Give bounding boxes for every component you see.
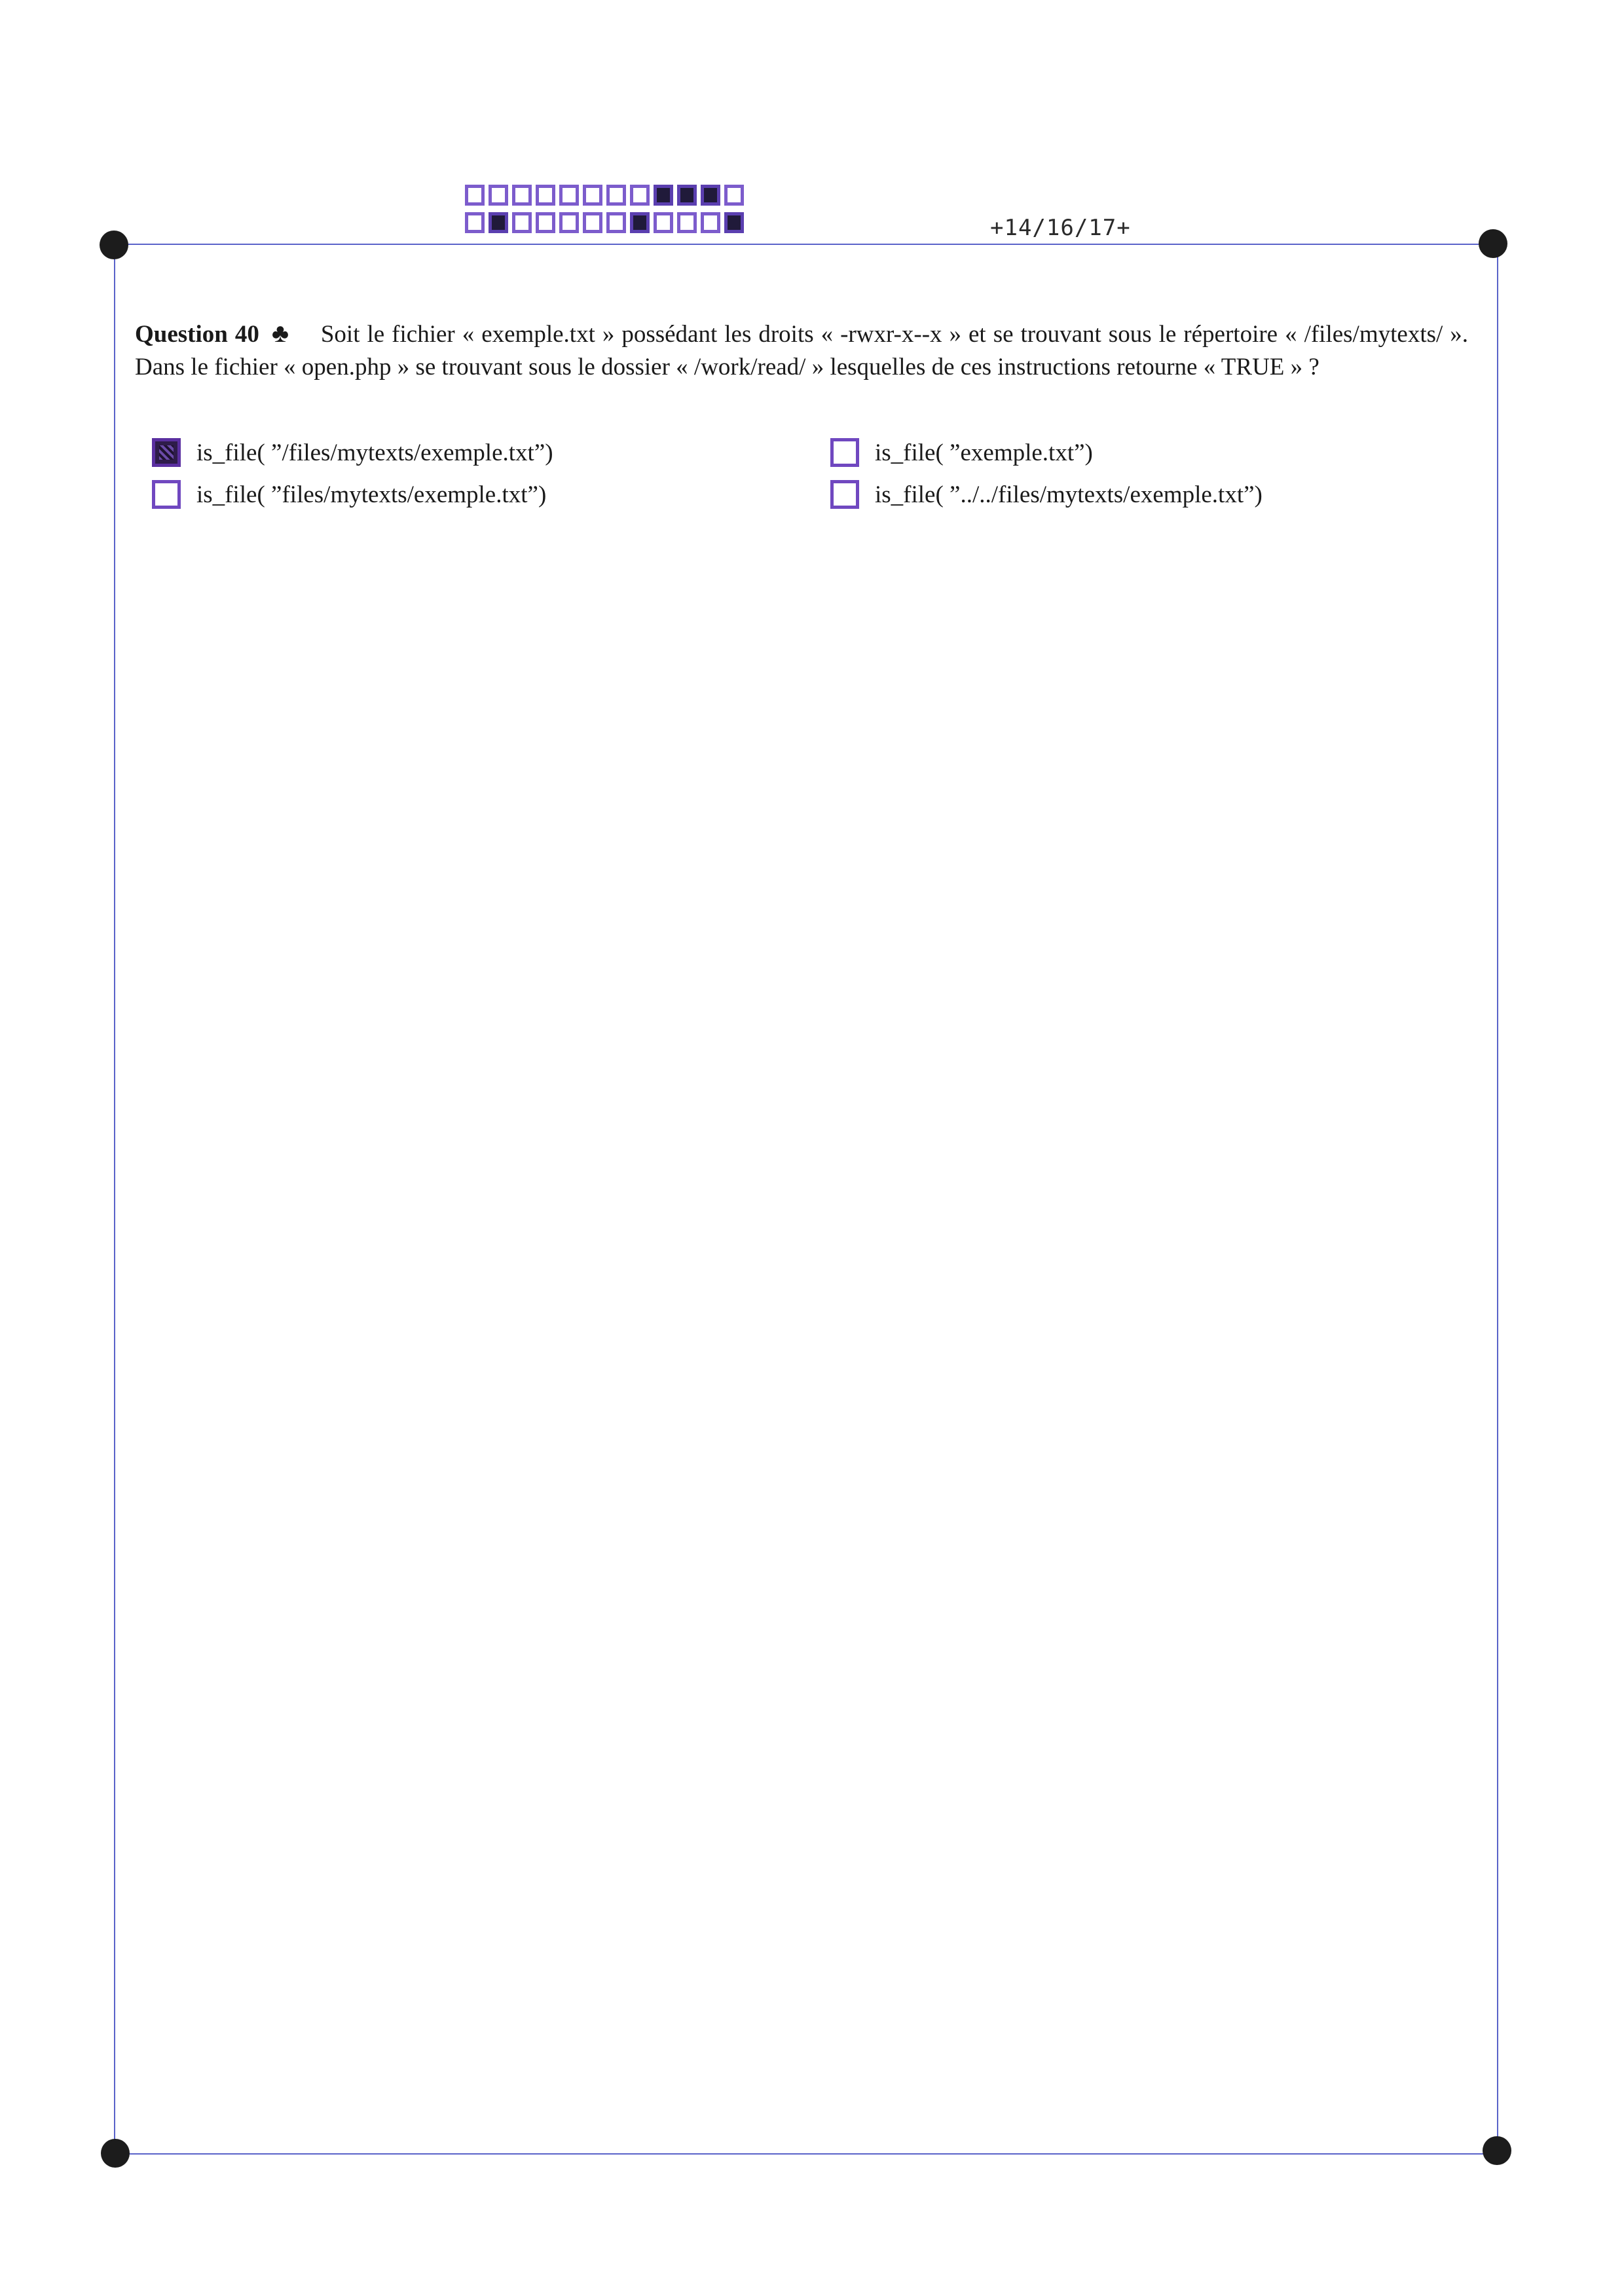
code-cell (559, 185, 579, 206)
answer-text: is_file( ”files/mytexts/exemple.txt”) (196, 481, 547, 508)
code-cell (630, 212, 650, 233)
code-cell (512, 212, 532, 233)
question-text: Soit le fichier « exemple.txt » possédant les droits « -rwxr-x--x » et se trouvant sous le répertoire « /files/mytexts/ ». Dans le fichier « open.php » se trouvant sous le dossier « /work/read/ » lesquelles de ces instructions retourne « TRUE » ? (135, 321, 1469, 380)
code-cell (654, 212, 673, 233)
answer-checkbox[interactable] (830, 438, 859, 467)
code-cell (606, 185, 626, 206)
answer-checkbox[interactable] (152, 480, 181, 509)
code-cell (724, 212, 744, 233)
corner-marker-top-left (100, 231, 128, 259)
code-cell (489, 185, 508, 206)
page-code-grid (465, 185, 744, 240)
answer-checkbox[interactable] (830, 480, 859, 509)
club-icon: ♣ (271, 318, 290, 348)
code-row (465, 185, 744, 206)
code-cell (654, 185, 673, 206)
code-cell (536, 185, 555, 206)
code-cell (465, 185, 485, 206)
corner-marker-bottom-right (1483, 2136, 1511, 2165)
answer-option[interactable] (152, 479, 830, 509)
code-cell (536, 212, 555, 233)
answer-option[interactable] (152, 437, 830, 468)
code-cell (489, 212, 508, 233)
code-cell (512, 185, 532, 206)
page-id: +14/16/17+ (990, 215, 1131, 241)
code-cell (583, 185, 602, 206)
code-cell (630, 185, 650, 206)
corner-marker-top-right (1479, 229, 1507, 258)
question-label: Question 40 (135, 321, 259, 348)
answer-text: is_file( ”exemple.txt”) (875, 439, 1093, 466)
answer-option[interactable] (830, 479, 1304, 509)
code-cell (724, 185, 744, 206)
code-cell (559, 212, 579, 233)
code-cell (677, 185, 697, 206)
corner-marker-bottom-left (101, 2139, 130, 2168)
code-row (465, 212, 744, 233)
answer-text: is_file( ”/files/mytexts/exemple.txt”) (196, 439, 553, 466)
answer-text: is_file( ”../../files/mytexts/exemple.txt”) (875, 481, 1263, 508)
code-cell (677, 212, 697, 233)
code-cell (606, 212, 626, 233)
code-cell (701, 185, 720, 206)
question-block (135, 317, 1468, 384)
code-cell (701, 212, 720, 233)
answer-list (152, 437, 1304, 509)
code-cell (465, 212, 485, 233)
answer-option[interactable] (830, 437, 1304, 468)
answer-checkbox[interactable] (152, 438, 181, 467)
page-frame (114, 244, 1498, 2155)
code-cell (583, 212, 602, 233)
